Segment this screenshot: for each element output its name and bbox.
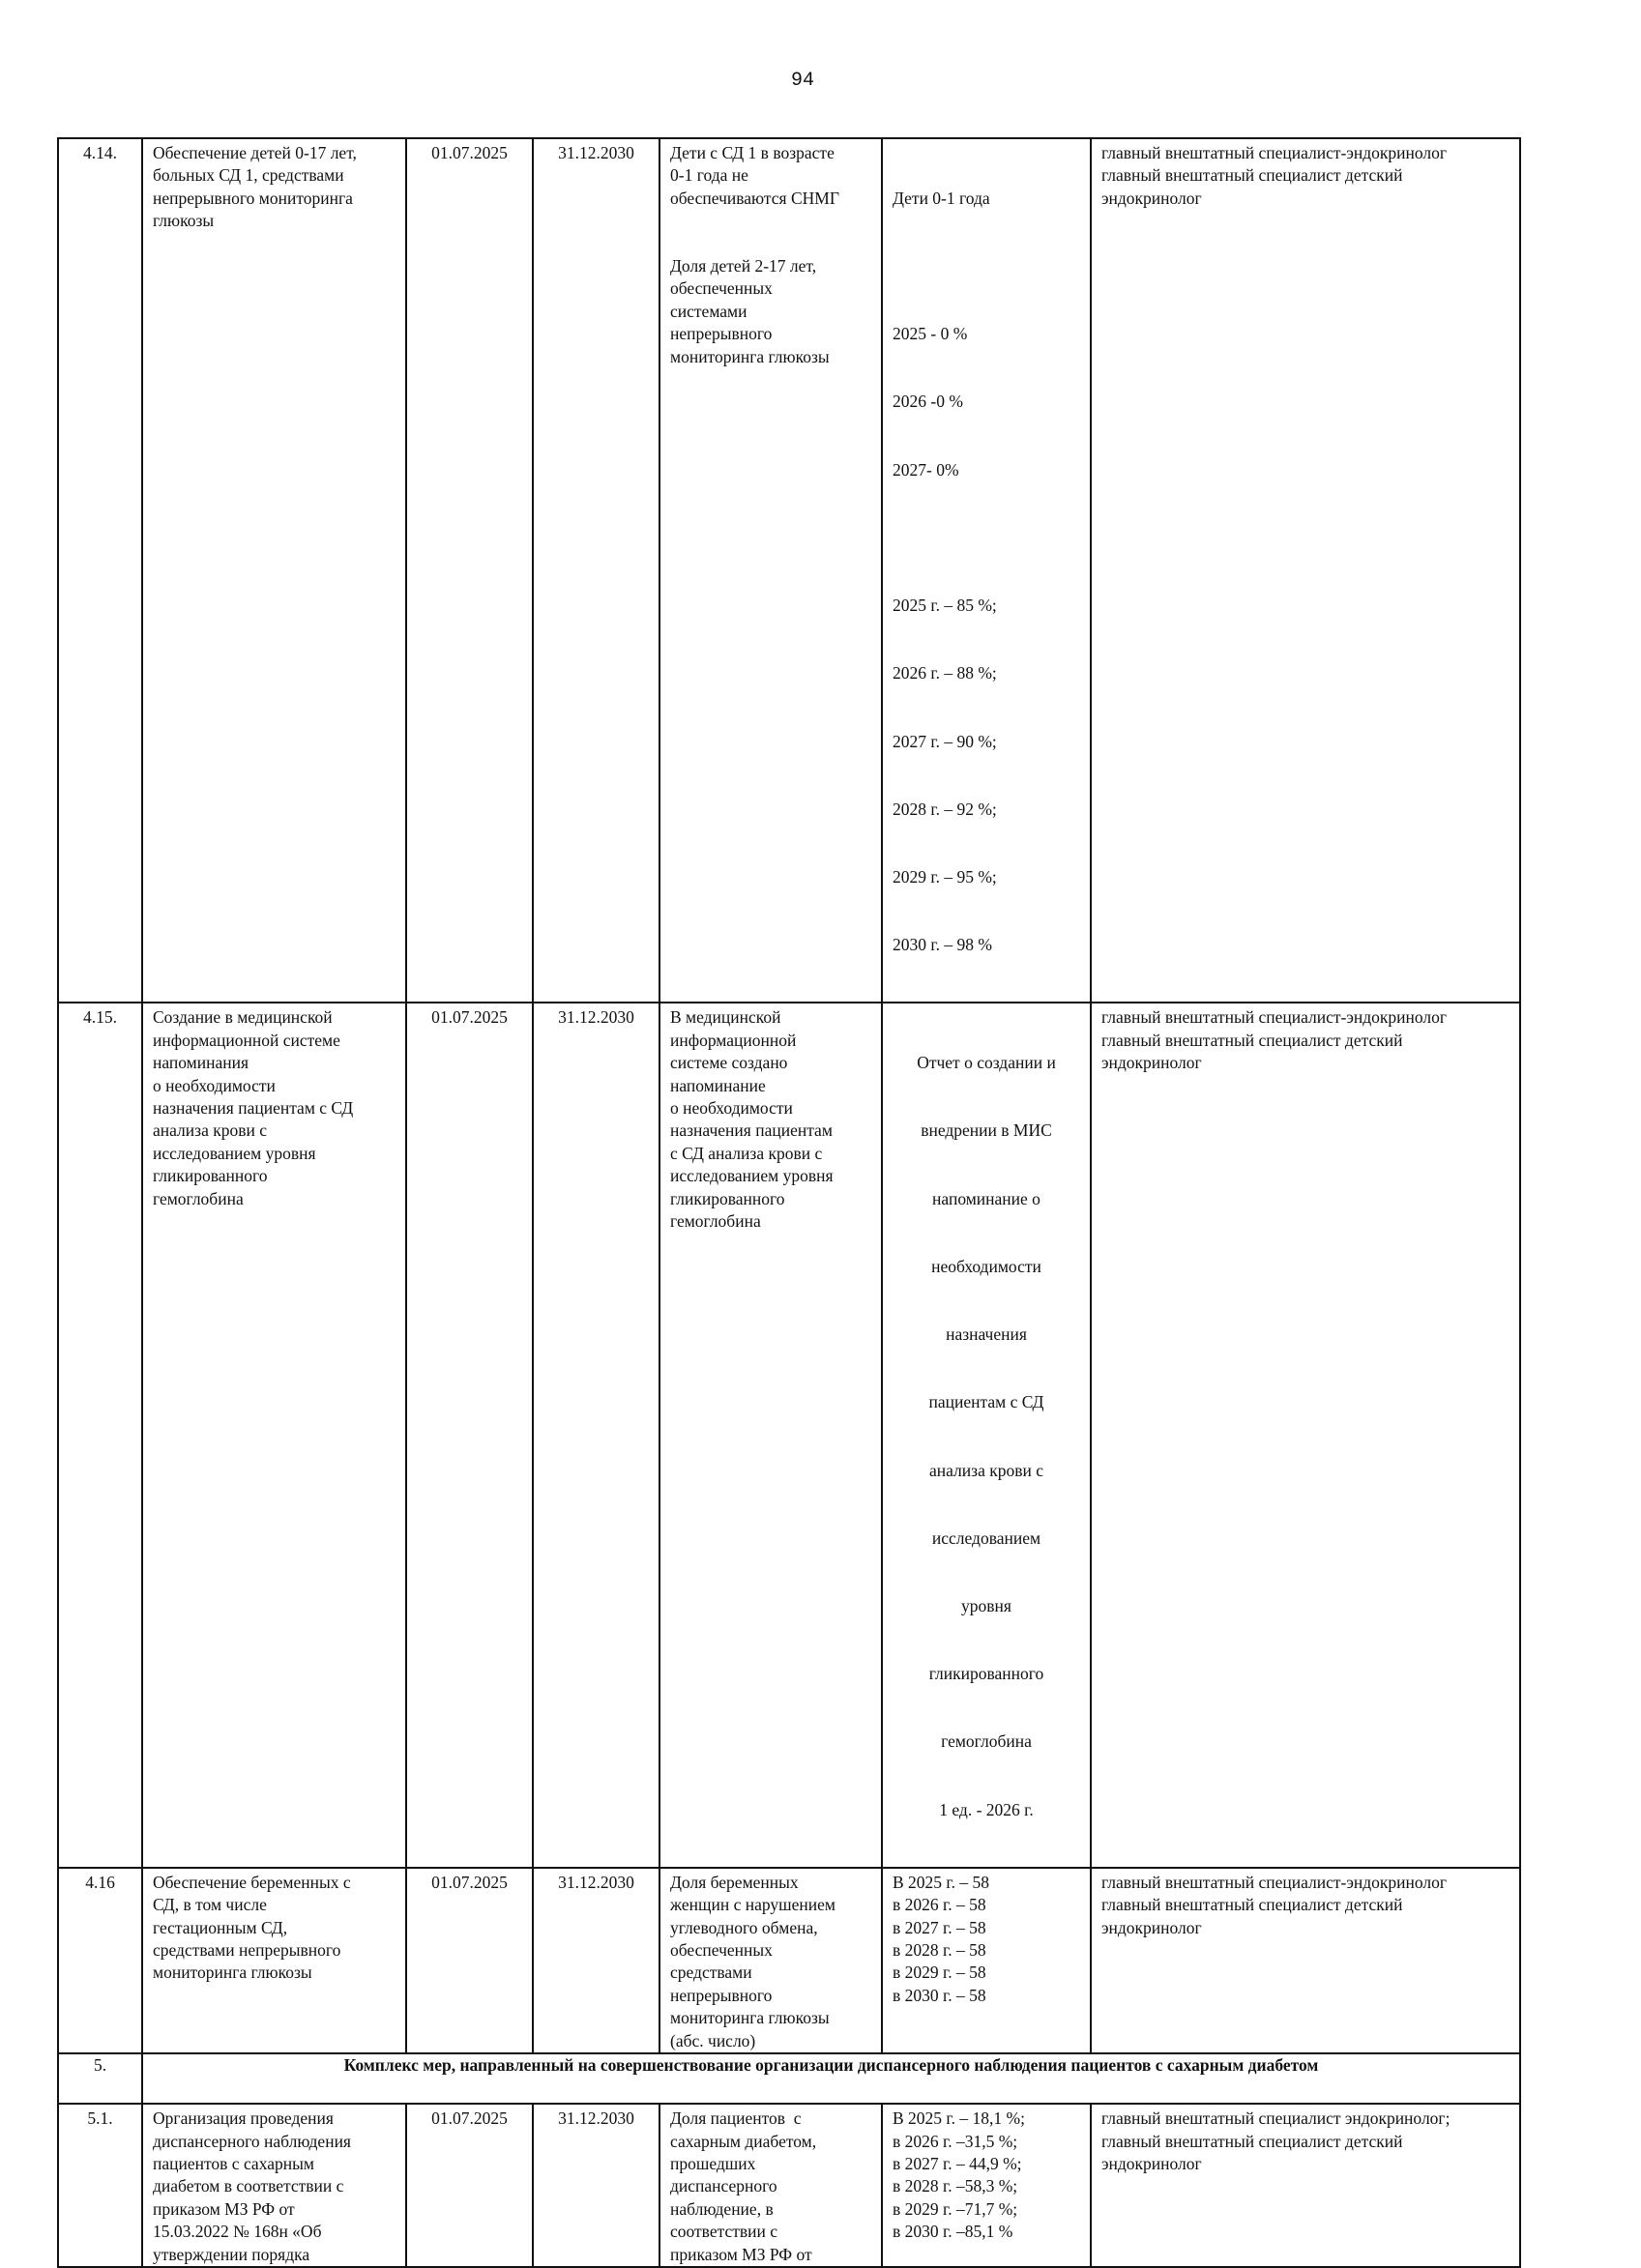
- table-row: [58, 1003, 1520, 1867]
- activity-line: мониторинга глюкозы: [153, 1963, 312, 1983]
- indicator-line: в 2029 г. – 58: [893, 1963, 986, 1983]
- indicator-line: в 2030 г. – 58: [893, 1985, 986, 2005]
- indicator-line: в 2028 г. –58,3 %;: [893, 2176, 1018, 2196]
- result-line: гемоглобина: [670, 1211, 761, 1232]
- result-line: непрерывного: [670, 324, 773, 344]
- indicator-line: в 2030 г. –85,1 %: [893, 2222, 1013, 2242]
- blank-line: [893, 255, 1080, 277]
- start-date: 01.07.2025: [406, 1003, 533, 1867]
- result-line: Доля беременных: [670, 1872, 799, 1892]
- activity-line: Организация проведения: [153, 2108, 334, 2129]
- activity-line: средствами непрерывного: [153, 1940, 341, 1961]
- indicator-line: 2025 - 0 %: [893, 324, 968, 344]
- responsible-line: главный внештатный специалист детский: [1101, 1895, 1403, 1915]
- activity-line: анализа крови с: [153, 1120, 267, 1141]
- end-date: 31.12.2030: [533, 2104, 659, 2267]
- activity-line: о необходимости: [153, 1075, 276, 1095]
- table-row: [58, 138, 1520, 1003]
- responsible-line: главный внештатный специалист детский: [1101, 1030, 1403, 1050]
- result-cell: [659, 2104, 882, 2267]
- result-line: наблюдение, в: [670, 2198, 774, 2219]
- result-line: В медицинской: [670, 1007, 781, 1028]
- indicator-line: напоминание о: [932, 1188, 1040, 1208]
- activity-line: непрерывного мониторинга: [153, 188, 353, 208]
- indicator-line: в 2028 г. – 58: [893, 1940, 986, 1961]
- result-line: системе создано: [670, 1053, 788, 1073]
- result-line: Дети с СД 1 в возрасте: [670, 143, 835, 162]
- indicator-line: Дети 0-1 года: [893, 188, 990, 208]
- indicator-line: 1 ед. - 2026 г.: [939, 1799, 1034, 1819]
- indicator-line: 2027 г. – 90 %;: [893, 731, 997, 751]
- indicator-cell: [882, 138, 1091, 1003]
- activity-line: СД, в том числе: [153, 1895, 267, 1915]
- activity-line: утверждении порядка: [153, 2244, 310, 2264]
- result-line: Доля детей 2-17 лет,: [670, 256, 817, 276]
- activity-line: гестационным СД,: [153, 1917, 288, 1937]
- result-line: системами: [670, 301, 747, 321]
- activity-line: Создание в медицинской: [153, 1007, 333, 1028]
- indicator-line: В 2025 г. – 18,1 %;: [893, 2108, 1025, 2129]
- indicator-cell: [882, 1003, 1091, 1867]
- indicator-line: Отчет о создании и: [917, 1053, 1056, 1073]
- responsible-line: главный внештатный специалист детский: [1101, 165, 1403, 186]
- activity-line: больных СД 1, средствами: [153, 165, 344, 186]
- activity-cell: [142, 138, 406, 1003]
- result-line: соответствии с: [670, 2222, 778, 2242]
- indicator-line: назначения: [946, 1324, 1027, 1345]
- responsible-line: эндокринолог: [1101, 188, 1202, 208]
- activity-line: информационной системе: [153, 1030, 340, 1050]
- indicator-line: внедрении в МИС: [921, 1120, 1052, 1141]
- indicator-line: В 2025 г. – 58: [893, 1872, 990, 1892]
- indicator-line: 2026 -0 %: [893, 392, 963, 412]
- result-cell: [659, 138, 882, 1003]
- responsible-line: главный внештатный специалист-эндокринолог: [1101, 1007, 1448, 1028]
- activity-line: Обеспечение беременных с: [153, 1872, 351, 1892]
- responsible-line: эндокринолог: [1101, 1053, 1202, 1073]
- responsible-line: эндокринолог: [1101, 1917, 1202, 1937]
- responsible-cell: [1091, 138, 1520, 1003]
- table-row: [58, 2104, 1520, 2267]
- plan-table: [57, 137, 1521, 2268]
- indicator-line: в 2029 г. –71,7 %;: [893, 2198, 1018, 2219]
- result-cell: [659, 1003, 882, 1867]
- activity-cell: [142, 2104, 406, 2267]
- result-line: (абс. число): [670, 2030, 756, 2050]
- row-number: 5.1.: [58, 2104, 142, 2267]
- indicator-line: в 2026 г. –31,5 %;: [893, 2131, 1018, 2151]
- result-cell: [659, 1868, 882, 2053]
- result-line: гликированного: [670, 1188, 785, 1208]
- activity-line: Обеспечение детей 0-17 лет,: [153, 143, 357, 162]
- activity-cell: [142, 1003, 406, 1867]
- result-line: мониторинга глюкозы: [670, 2008, 830, 2028]
- responsible-line: главный внештатный специалист-эндокринолог: [1101, 143, 1448, 162]
- indicator-line: 2026 г. – 88 %;: [893, 663, 997, 683]
- section-number: 5.: [58, 2053, 142, 2104]
- start-date: 01.07.2025: [406, 138, 533, 1003]
- result-line: обеспеченных: [670, 1940, 773, 1961]
- indicator-line: в 2027 г. – 44,9 %;: [893, 2153, 1022, 2173]
- indicator-line: 2030 г. – 98 %: [893, 935, 992, 955]
- activity-line: диспансерного наблюдения: [153, 2131, 351, 2151]
- result-line: назначения пациентам: [670, 1120, 833, 1141]
- indicator-line: 2028 г. – 92 %;: [893, 799, 997, 819]
- indicator-line: анализа крови с: [929, 1460, 1043, 1480]
- blank-line: [670, 233, 871, 255]
- start-date: 01.07.2025: [406, 2104, 533, 2267]
- activity-line: гликированного: [153, 1166, 268, 1186]
- result-line: информационной: [670, 1030, 797, 1050]
- indicator-line: 2029 г. – 95 %;: [893, 866, 997, 887]
- blank-line: [893, 527, 1080, 549]
- section-title: Комплекс мер, направленный на совершенствование организации диспансерного наблюдения пациентов с сахарным диабетом: [142, 2053, 1520, 2104]
- result-line: напоминание: [670, 1075, 766, 1095]
- activity-line: диабетом в соответствии с: [153, 2176, 344, 2196]
- start-date: 01.07.2025: [406, 1868, 533, 2053]
- activity-line: глюкозы: [153, 211, 215, 231]
- end-date: 31.12.2030: [533, 1868, 659, 2053]
- row-number: 4.15.: [58, 1003, 142, 1867]
- result-line: непрерывного: [670, 1985, 773, 2005]
- result-line: средствами: [670, 1963, 752, 1983]
- row-number: 4.16: [58, 1868, 142, 2053]
- indicator-line: пациентам с СД: [928, 1392, 1044, 1412]
- indicator-line: необходимости: [931, 1256, 1041, 1276]
- blank-line: [670, 210, 871, 232]
- result-line: приказом МЗ РФ от: [670, 2244, 812, 2264]
- indicator-cell: [882, 2104, 1091, 2267]
- result-line: Доля пациентов с: [670, 2108, 802, 2129]
- activity-line: исследованием уровня: [153, 1143, 316, 1163]
- row-number: 4.14.: [58, 138, 142, 1003]
- result-line: исследованием уровня: [670, 1166, 834, 1186]
- result-line: обеспечиваются СНМГ: [670, 188, 839, 208]
- indicator-line: 2025 г. – 85 %;: [893, 596, 997, 616]
- activity-line: пациентов с сахарным: [153, 2153, 314, 2173]
- responsible-line: главный внештатный специалист эндокринолог;: [1101, 2108, 1451, 2129]
- result-line: 0-1 года не: [670, 165, 748, 186]
- activity-line: гемоглобина: [153, 1188, 244, 1208]
- activity-line: приказом МЗ РФ от: [153, 2198, 295, 2219]
- responsible-cell: [1091, 2104, 1520, 2267]
- responsible-line: главный внештатный специалист детский: [1101, 2131, 1403, 2151]
- page-number: 94: [790, 70, 814, 92]
- result-line: прошедших: [670, 2153, 756, 2173]
- end-date: 31.12.2030: [533, 1003, 659, 1867]
- indicator-line: в 2026 г. – 58: [893, 1895, 986, 1915]
- activity-line: назначения пациентам с СД: [153, 1098, 354, 1119]
- activity-cell: [142, 1868, 406, 2053]
- table-row: [58, 1868, 1520, 2053]
- result-line: о необходимости: [670, 1098, 793, 1119]
- activity-line: 15.03.2022 № 168н «Об: [153, 2222, 322, 2242]
- responsible-line: главный внештатный специалист-эндокринолог: [1101, 1872, 1448, 1892]
- activity-line: напоминания: [153, 1053, 249, 1073]
- indicator-line: гликированного: [928, 1664, 1044, 1684]
- responsible-line: эндокринолог: [1101, 2153, 1202, 2173]
- result-line: обеспеченных: [670, 278, 773, 299]
- indicator-line: уровня: [961, 1595, 1011, 1615]
- responsible-cell: [1091, 1003, 1520, 1867]
- result-line: женщин с нарушением: [670, 1895, 835, 1915]
- section-row: [58, 2053, 1520, 2104]
- result-line: с СД анализа крови с: [670, 1143, 823, 1163]
- indicator-cell: [882, 1868, 1091, 2053]
- end-date: 31.12.2030: [533, 138, 659, 1003]
- result-line: сахарным диабетом,: [670, 2131, 817, 2151]
- responsible-cell: [1091, 1868, 1520, 2053]
- result-line: мониторинга глюкозы: [670, 346, 830, 366]
- result-line: углеводного обмена,: [670, 1917, 818, 1937]
- indicator-line: в 2027 г. – 58: [893, 1917, 986, 1937]
- indicator-line: гемоглобина: [941, 1731, 1032, 1752]
- indicator-line: 2027- 0%: [893, 459, 959, 480]
- result-line: диспансерного: [670, 2176, 777, 2196]
- indicator-line: исследованием: [931, 1527, 1041, 1548]
